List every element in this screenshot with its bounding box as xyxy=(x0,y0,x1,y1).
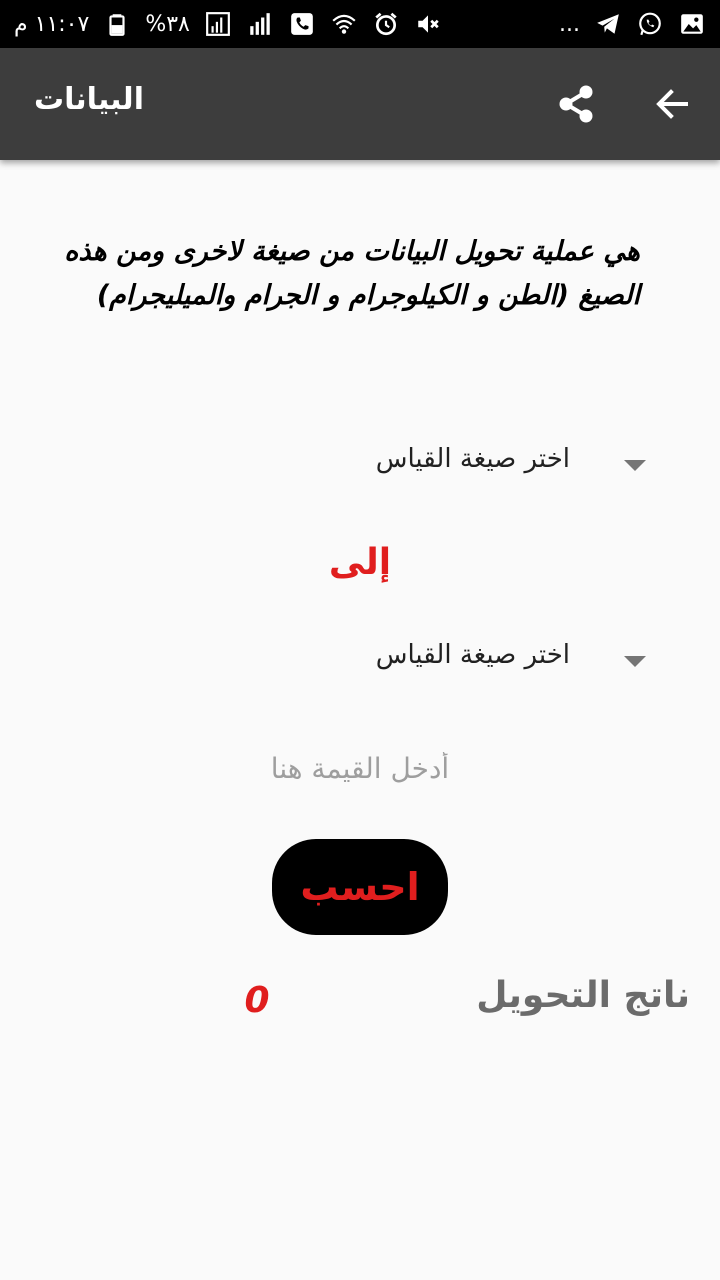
status-left xyxy=(14,0,442,48)
status-time: ١١:٠٧ م xyxy=(14,11,90,37)
signal-bars-icon xyxy=(246,10,274,38)
battery-percent: %٣٨ xyxy=(145,11,190,37)
alarm-icon xyxy=(372,10,400,38)
signal-icon xyxy=(204,10,232,38)
wifi-icon xyxy=(330,10,358,38)
share-icon xyxy=(555,83,597,125)
calculate-button-label: احسب xyxy=(300,865,420,909)
whatsapp-icon xyxy=(636,10,664,38)
mute-icon xyxy=(414,10,442,38)
to-unit-select[interactable] xyxy=(340,630,660,690)
from-unit-selected: اختر صيغة القياس xyxy=(375,444,570,474)
status-bar xyxy=(0,0,720,48)
result-value: 0 xyxy=(244,980,270,1021)
battery-icon xyxy=(103,10,131,38)
app-bar xyxy=(0,48,720,160)
from-unit-select[interactable] xyxy=(340,434,660,494)
calculate-button[interactable] xyxy=(272,839,448,935)
arrow-back-icon xyxy=(652,84,692,124)
back-button[interactable] xyxy=(644,76,700,132)
more-notifications: ... xyxy=(559,11,580,37)
value-input[interactable] xyxy=(240,740,480,796)
gallery-icon xyxy=(678,10,706,38)
telegram-icon xyxy=(594,10,622,38)
dropdown-arrow-icon xyxy=(624,656,646,667)
share-button[interactable] xyxy=(548,76,604,132)
phone-icon xyxy=(288,10,316,38)
result-label: ناتج التحويل xyxy=(476,975,690,1016)
to-label: إلى xyxy=(328,542,392,583)
page-title: البيانات xyxy=(34,82,144,117)
intro-description: هي عملية تحويل البيانات من صيغة لاخرى ومن هذه الصيغ (الطن و الكيلوجرام و الجرام والميليجرام) xyxy=(64,236,640,311)
to-unit-selected: اختر صيغة القياس xyxy=(375,640,570,670)
status-right xyxy=(559,0,706,48)
dropdown-arrow-icon xyxy=(624,460,646,471)
